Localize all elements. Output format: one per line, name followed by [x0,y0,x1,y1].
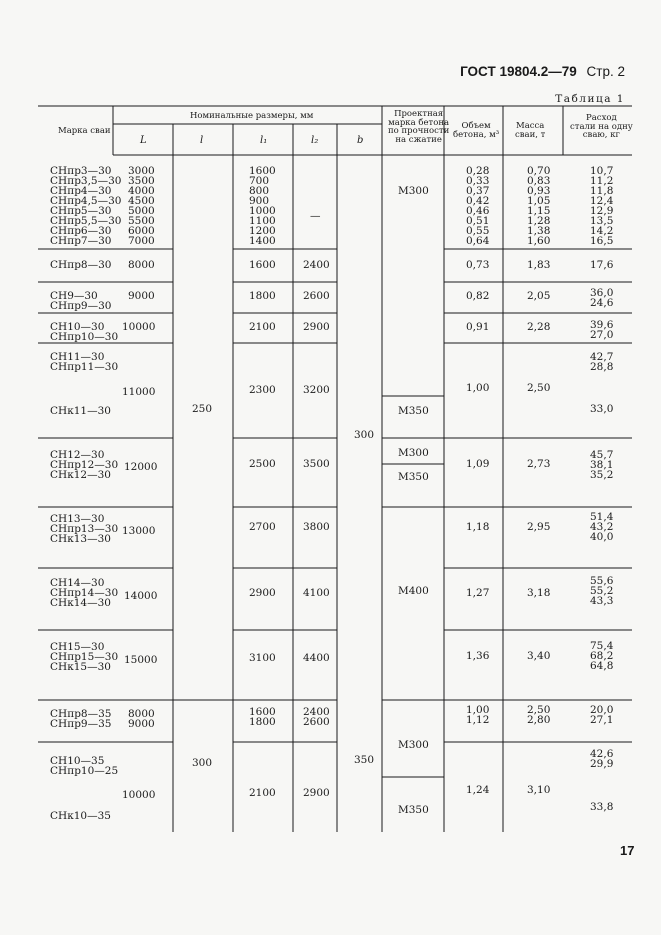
l1-cell: 1800 [249,290,276,302]
table-title: Таблица 1 [555,93,625,105]
mark-cell: СН15—30 СНпр15—30 СНк15—30 [50,641,119,673]
steel-cell: 51,4 43,2 40,0 [590,511,614,543]
concrete-cell: М400 [398,585,429,597]
l1-cell: 2500 [249,458,276,470]
mass-cell: 2,50 2,80 [527,704,551,726]
mark-cell: СН13—30 СНпр13—30 СНк13—30 [50,513,119,545]
volume-cell: 0,73 [466,259,490,271]
mass-cell: 2,50 [527,382,551,394]
concrete-cell: М350 [398,405,429,417]
volume-cell: 1,09 [466,458,490,470]
l1-cell: 2300 [249,384,276,396]
concrete-cell: М300 [398,739,429,751]
l1-cell: 1600 [249,259,276,271]
mark-cell: СН14—30 СНпр14—30 СНк14—30 [50,577,119,609]
mass-cell: 1,83 [527,259,551,271]
L-cell: 10000 [122,321,156,333]
l2-cell: 2900 [303,321,330,333]
header-steel: Расход стали на одну сваю, кг [570,113,633,140]
volume-cell: 1,00 1,12 [466,704,490,726]
concrete-cell: М300 [398,185,429,197]
b-merged-35: 350 [354,754,375,766]
steel-cell: 33,8 [590,801,614,813]
l2-cell: 4400 [303,652,330,664]
volume-cell: 0,28 0,33 0,37 0,42 0,46 0,51 0,55 0,64 [466,165,490,247]
concrete-cell: М350 [398,804,429,816]
mark-cell: СН12—30 СНпр12—30 СНк12—30 [50,449,119,481]
L-cell: 15000 [124,654,158,666]
l2-cell: 2400 [303,259,330,271]
header-b: b [357,135,364,146]
L-cell: 12000 [124,461,158,473]
l1-cell: 2700 [249,521,276,533]
steel-cell: 75,4 68,2 64,8 [590,640,614,672]
header-mark: Марка сваи [58,126,111,136]
volume-cell: 0,82 [466,290,490,302]
steel-cell: 55,6 55,2 43,3 [590,575,614,607]
header-l: l [200,135,204,146]
L-cell: 8000 [128,259,155,271]
header-nominal: Номинальные размеры, мм [190,111,314,121]
l2-cell: 2600 [303,290,330,302]
l2-cell: 3500 [303,458,330,470]
mass-cell: 0,70 0,83 0,93 1,05 1,15 1,28 1,38 1,60 [527,165,551,247]
header-L: L [140,135,147,146]
standard-number: ГОСТ 19804.2—79 [460,64,577,79]
mark-cell: СНпр3—30 СНпр3,5—30 СНпр4—30 СНпр4,5—30 СНпр5—30 СНпр5,5—30 СНпр6—30 СНпр7—30 [50,165,122,247]
l2-cell: 4100 [303,587,330,599]
L-cell: 13000 [122,525,156,537]
mark-cell: СНк11—30 [50,405,111,417]
steel-cell: 20,0 27,1 [590,704,614,726]
mark-cell: СНпр8—35 СНпр9—35 [50,708,112,730]
l2-cell: 3200 [303,384,330,396]
steel-cell: 42,6 29,9 [590,748,614,770]
mark-cell: СНк10—35 [50,810,111,822]
l1-cell: 1600 700 800 900 1000 1100 1200 1400 [249,165,276,247]
concrete-cell: М350 [398,471,429,483]
header-mass: Масса сваи, т [515,121,546,140]
steel-cell: 42,7 28,8 [590,351,614,373]
volume-cell: 1,24 [466,784,490,796]
mass-cell: 2,28 [527,321,551,333]
header-concrete: Проектная марка бетона по прочности на сжатие [388,109,450,145]
volume-cell: 1,00 [466,382,490,394]
steel-cell: 39,6 27,0 [590,319,614,341]
steel-cell: 10,7 11,2 11,8 12,4 12,9 13,5 14,2 16,5 [590,165,614,247]
mass-cell: 2,05 [527,290,551,302]
volume-cell: 1,27 [466,587,490,599]
l1-cell: 3100 [249,652,276,664]
page-number: Стр. 2 [586,64,625,79]
L-cell: 8000 9000 [128,708,155,730]
page-folio: 17 [620,843,635,858]
volume-cell: 0,91 [466,321,490,333]
header-volume: Объем бетона, м³ [453,121,500,140]
l-merged-35: 300 [192,757,213,769]
mark-cell: СН11—30 СНпр11—30 [50,351,119,373]
steel-cell: 45,7 38,1 35,2 [590,449,614,481]
l2-cell: 2400 2600 [303,706,330,728]
b-merged-30: 300 [354,429,375,441]
l1-cell: 1600 1800 [249,706,276,728]
mass-cell: 3,10 [527,784,551,796]
header-l2: l₂ [311,135,319,146]
mass-cell: 3,40 [527,650,551,662]
steel-cell: 33,0 [590,403,614,415]
mark-cell: СНпр8—30 [50,259,112,271]
mass-cell: 3,18 [527,587,551,599]
l1-cell: 2100 [249,321,276,333]
L-cell: 11000 [122,386,156,398]
mass-cell: 2,95 [527,521,551,533]
L-cell: 10000 [122,789,156,801]
steel-cell: 17,6 [590,259,614,271]
l1-cell: 2900 [249,587,276,599]
mass-cell: 2,73 [527,458,551,470]
L-cell: 9000 [128,290,155,302]
volume-cell: 1,18 [466,521,490,533]
L-cell: 3000 3500 4000 4500 5000 5500 6000 7000 [128,165,155,247]
volume-cell: 1,36 [466,650,490,662]
concrete-cell: М300 [398,447,429,459]
L-cell: 14000 [124,590,158,602]
l2-cell: — [310,210,321,222]
steel-cell: 36,0 24,6 [590,287,614,309]
header-l1: l₁ [260,135,268,146]
l2-cell: 2900 [303,787,330,799]
mark-cell: СН9—30 СНпр9—30 [50,290,112,312]
l2-cell: 3800 [303,521,330,533]
l1-cell: 2100 [249,787,276,799]
l-merged-30: 250 [192,403,213,415]
mark-cell: СН10—30 СНпр10—30 [50,321,119,343]
mark-cell: СН10—35 СНпр10—25 [50,755,119,777]
